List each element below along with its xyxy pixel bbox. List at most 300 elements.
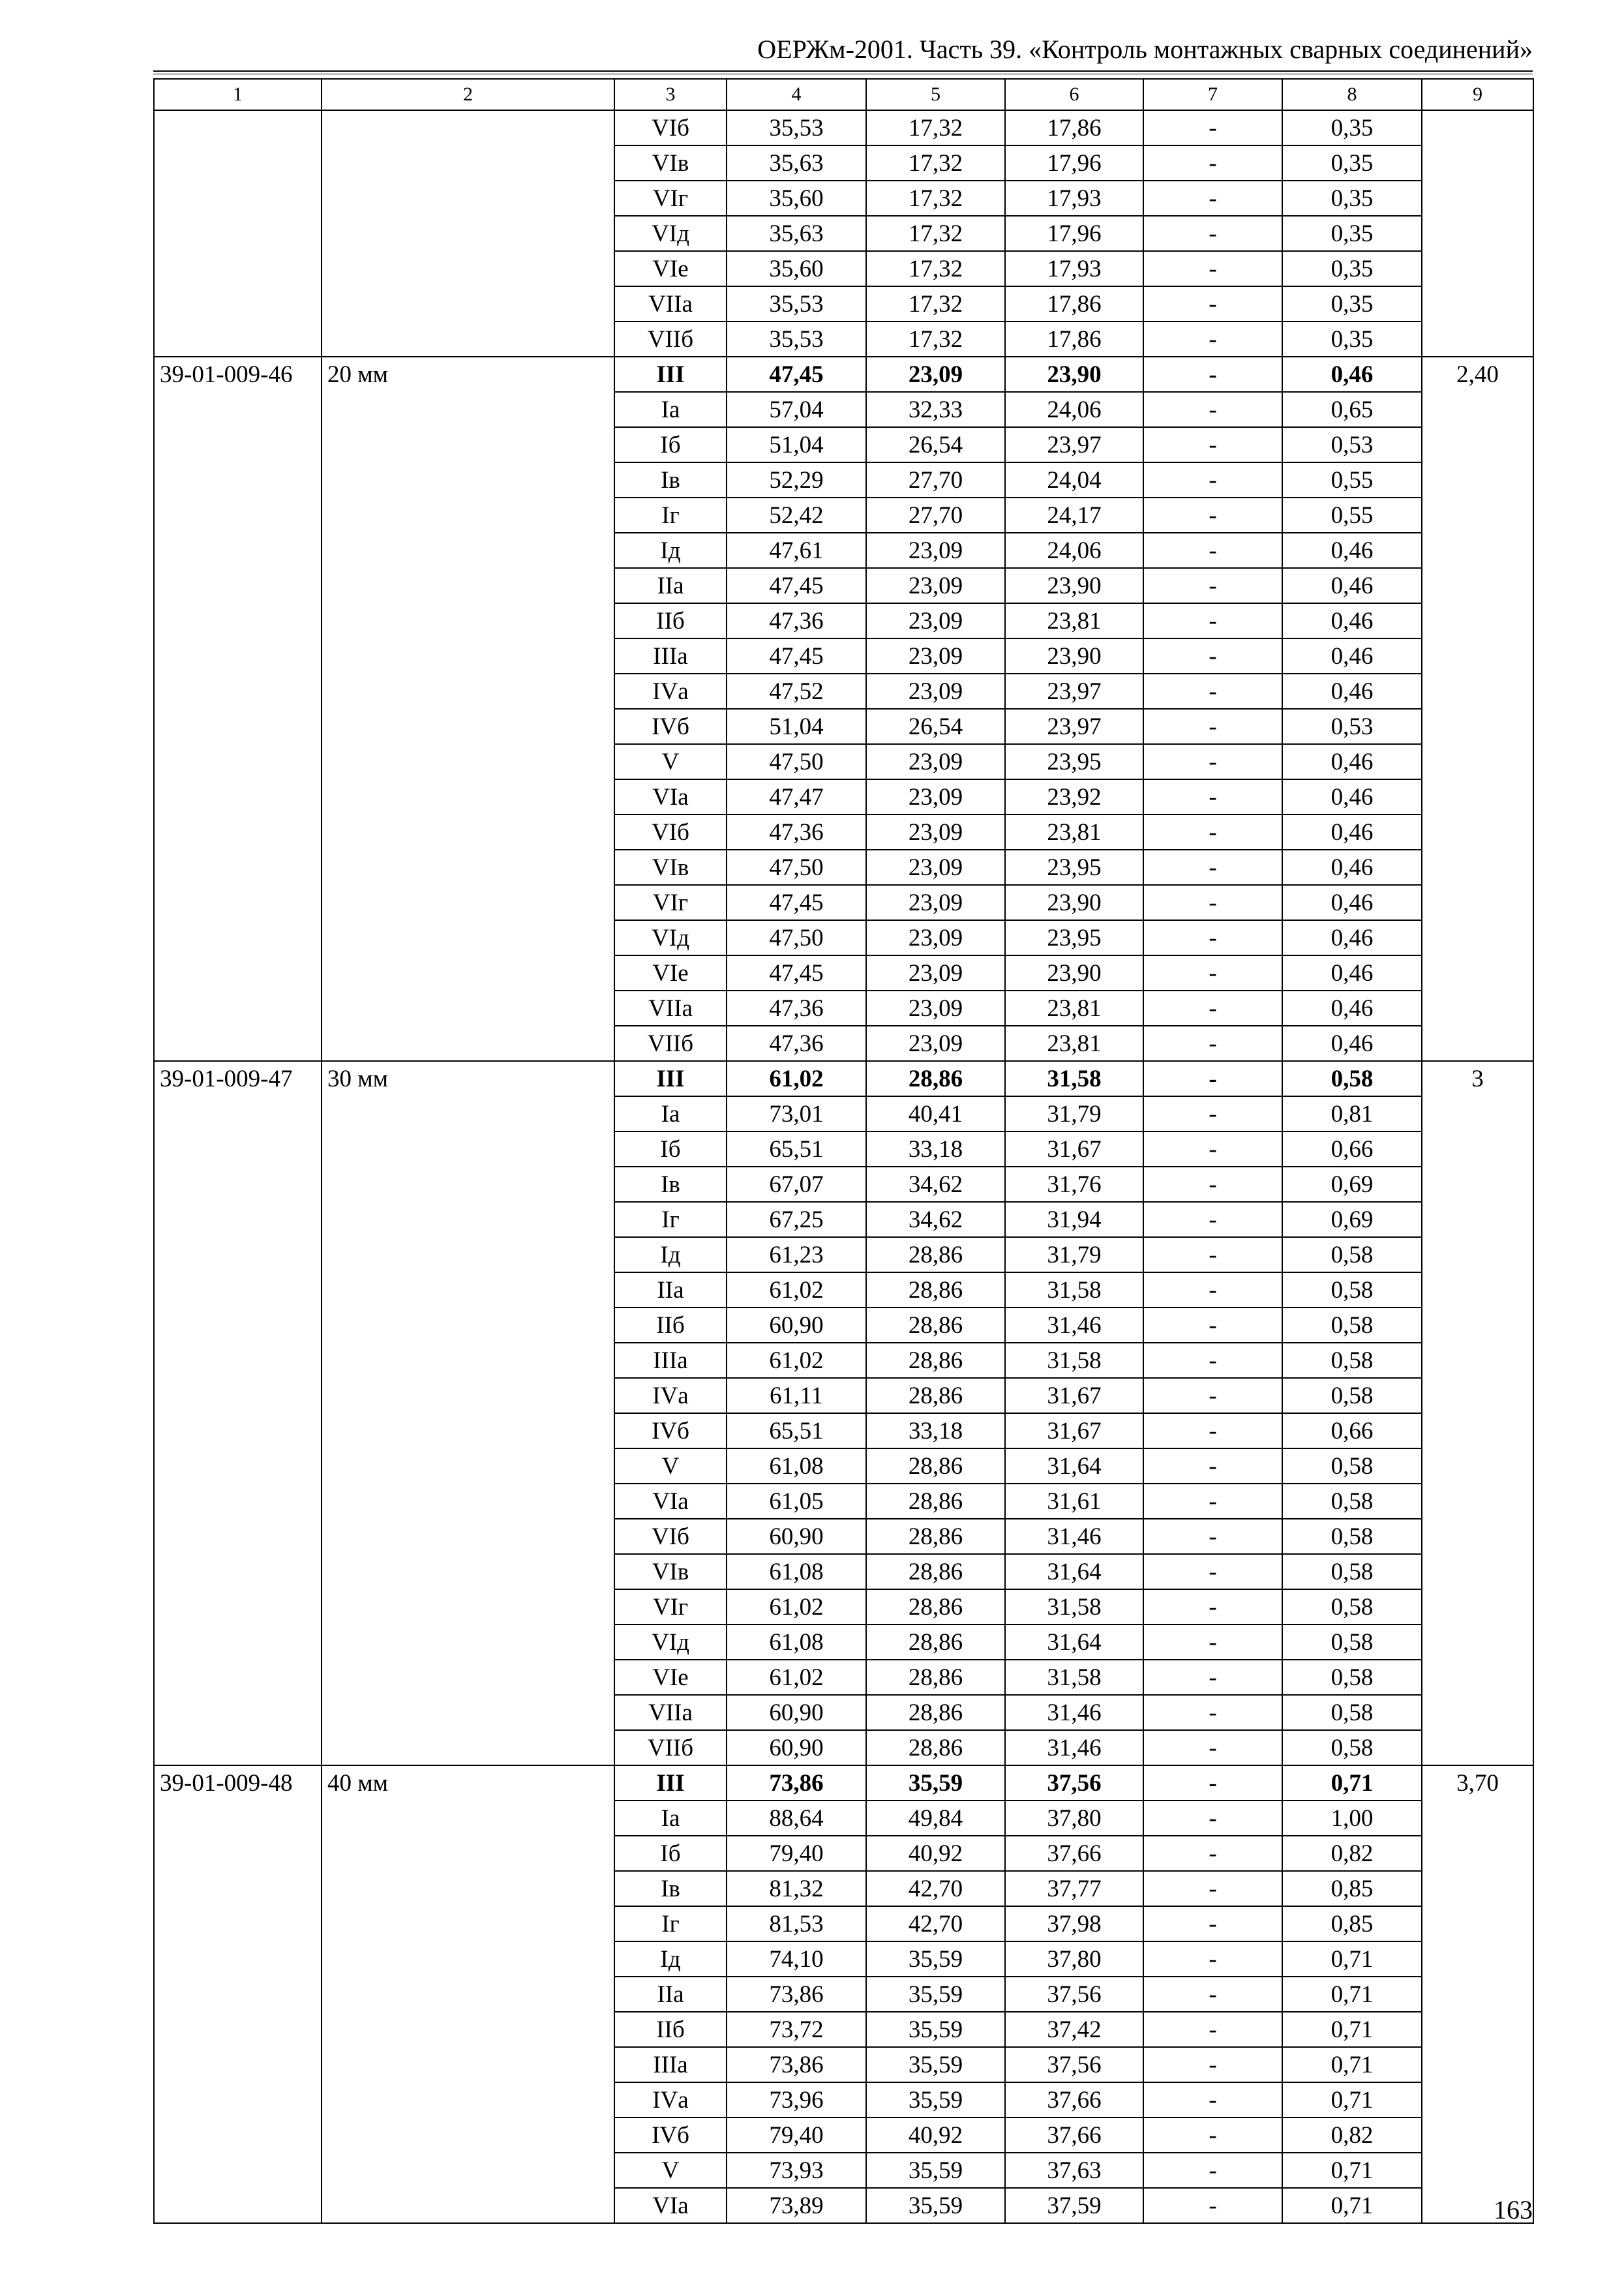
norm-cell (1422, 110, 1533, 357)
labor-cell: 0,46 (1282, 533, 1422, 568)
materials-cell: - (1143, 462, 1282, 498)
total-cost-cell: 35,63 (727, 145, 866, 181)
materials-cell: - (1143, 1237, 1282, 1272)
wages-cell: 35,59 (866, 1941, 1005, 1977)
materials-cell: - (1143, 1554, 1282, 1589)
materials-cell: - (1143, 2047, 1282, 2082)
machines-cell: 17,93 (1005, 181, 1143, 216)
category-cell: IIа (614, 568, 727, 603)
wages-cell: 28,86 (866, 1554, 1005, 1589)
materials-cell: - (1143, 1624, 1282, 1660)
machines-cell: 23,81 (1005, 1026, 1143, 1061)
wages-cell: 17,32 (866, 145, 1005, 181)
total-cost-cell: 47,36 (727, 603, 866, 638)
column-number: 9 (1422, 79, 1533, 110)
category-cell: Iв (614, 1871, 727, 1906)
machines-cell: 31,79 (1005, 1237, 1143, 1272)
materials-cell: - (1143, 568, 1282, 603)
labor-cell: 0,71 (1282, 2047, 1422, 2082)
category-cell: IVа (614, 1378, 727, 1413)
total-cost-cell: 73,86 (727, 1765, 866, 1801)
wages-cell: 35,59 (866, 2082, 1005, 2117)
machines-cell: 31,58 (1005, 1589, 1143, 1624)
category-cell: Iг (614, 498, 727, 533)
labor-cell: 0,58 (1282, 1237, 1422, 1272)
column-number: 2 (322, 79, 614, 110)
materials-cell: - (1143, 603, 1282, 638)
wages-cell: 17,32 (866, 181, 1005, 216)
wages-cell: 40,92 (866, 2117, 1005, 2153)
labor-cell: 0,58 (1282, 1660, 1422, 1695)
machines-cell: 37,59 (1005, 2188, 1143, 2223)
total-cost-cell: 51,04 (727, 709, 866, 744)
labor-cell: 0,35 (1282, 286, 1422, 322)
total-cost-cell: 57,04 (727, 392, 866, 427)
labor-cell: 0,71 (1282, 2188, 1422, 2223)
column-number: 8 (1282, 79, 1422, 110)
machines-cell: 37,56 (1005, 1977, 1143, 2012)
materials-cell: - (1143, 2082, 1282, 2117)
wages-cell: 17,32 (866, 216, 1005, 251)
materials-cell: - (1143, 1871, 1282, 1906)
materials-cell: - (1143, 850, 1282, 885)
total-cost-cell: 47,45 (727, 955, 866, 991)
category-cell: III (614, 1765, 727, 1801)
materials-cell: - (1143, 322, 1282, 357)
machines-cell: 17,96 (1005, 216, 1143, 251)
labor-cell: 0,46 (1282, 357, 1422, 392)
materials-cell: - (1143, 286, 1282, 322)
category-cell: VIIб (614, 322, 727, 357)
wages-cell: 28,86 (866, 1237, 1005, 1272)
total-cost-cell: 47,45 (727, 885, 866, 920)
table-row (154, 110, 1533, 145)
category-cell: VIIб (614, 1026, 727, 1061)
wages-cell: 28,86 (866, 1484, 1005, 1519)
total-cost-cell: 65,51 (727, 1131, 866, 1167)
wages-cell: 23,09 (866, 779, 1005, 815)
wages-cell: 33,18 (866, 1131, 1005, 1167)
labor-cell: 0,46 (1282, 815, 1422, 850)
total-cost-cell: 47,36 (727, 815, 866, 850)
wages-cell: 23,09 (866, 357, 1005, 392)
labor-cell: 0,53 (1282, 427, 1422, 462)
machines-cell: 37,66 (1005, 2082, 1143, 2117)
category-cell: V (614, 2153, 727, 2188)
labor-cell: 0,35 (1282, 181, 1422, 216)
labor-cell: 0,71 (1282, 1977, 1422, 2012)
machines-cell: 31,46 (1005, 1695, 1143, 1730)
wages-cell: 23,09 (866, 568, 1005, 603)
category-cell: Iб (614, 1131, 727, 1167)
wages-cell: 28,86 (866, 1308, 1005, 1343)
category-cell: VIIа (614, 286, 727, 322)
category-cell: IIIа (614, 638, 727, 674)
column-number: 5 (866, 79, 1005, 110)
category-cell: VIг (614, 885, 727, 920)
materials-cell: - (1143, 709, 1282, 744)
machines-cell: 23,97 (1005, 674, 1143, 709)
total-cost-cell: 52,42 (727, 498, 866, 533)
wages-cell: 28,86 (866, 1730, 1005, 1765)
category-cell: Iа (614, 392, 727, 427)
category-cell: Iд (614, 1237, 727, 1272)
wages-cell: 40,41 (866, 1096, 1005, 1131)
page-header: ОЕРЖм-2001. Часть 39. «Контроль монтажных сварных соединений» (757, 35, 1533, 64)
machines-cell: 37,80 (1005, 1801, 1143, 1836)
materials-cell: - (1143, 1026, 1282, 1061)
total-cost-cell: 47,45 (727, 638, 866, 674)
labor-cell: 0,71 (1282, 2153, 1422, 2188)
wages-cell: 34,62 (866, 1202, 1005, 1237)
total-cost-cell: 52,29 (727, 462, 866, 498)
total-cost-cell: 47,45 (727, 357, 866, 392)
category-cell: VIIа (614, 991, 727, 1026)
wages-cell: 28,86 (866, 1061, 1005, 1096)
materials-cell: - (1143, 181, 1282, 216)
labor-cell: 0,46 (1282, 955, 1422, 991)
labor-cell: 0,58 (1282, 1272, 1422, 1308)
total-cost-cell: 35,63 (727, 216, 866, 251)
category-cell: IIа (614, 1977, 727, 2012)
materials-cell: - (1143, 2012, 1282, 2047)
materials-cell: - (1143, 1801, 1282, 1836)
total-cost-cell: 73,89 (727, 2188, 866, 2223)
materials-cell: - (1143, 1131, 1282, 1167)
total-cost-cell: 61,05 (727, 1484, 866, 1519)
machines-cell: 24,06 (1005, 392, 1143, 427)
table-row (154, 1765, 1533, 1801)
total-cost-cell: 35,53 (727, 110, 866, 145)
wages-cell: 42,70 (866, 1871, 1005, 1906)
wages-cell: 26,54 (866, 427, 1005, 462)
total-cost-cell: 61,08 (727, 1448, 866, 1484)
wages-cell: 17,32 (866, 110, 1005, 145)
machines-cell: 31,67 (1005, 1378, 1143, 1413)
machines-cell: 23,81 (1005, 603, 1143, 638)
category-cell: IVб (614, 709, 727, 744)
category-cell: Iд (614, 1941, 727, 1977)
category-cell: Iд (614, 533, 727, 568)
total-cost-cell: 61,08 (727, 1624, 866, 1660)
wages-cell: 27,70 (866, 498, 1005, 533)
wages-cell: 35,59 (866, 2188, 1005, 2223)
total-cost-cell: 47,36 (727, 991, 866, 1026)
labor-cell: 0,69 (1282, 1202, 1422, 1237)
total-cost-cell: 67,07 (727, 1167, 866, 1202)
wages-cell: 40,92 (866, 1836, 1005, 1871)
column-number: 7 (1143, 79, 1282, 110)
category-cell: VIб (614, 110, 727, 145)
wages-cell: 23,09 (866, 955, 1005, 991)
labor-cell: 0,35 (1282, 251, 1422, 286)
labor-cell: 0,71 (1282, 1765, 1422, 1801)
category-cell: Iа (614, 1096, 727, 1131)
wages-cell: 35,59 (866, 1977, 1005, 2012)
labor-cell: 0,35 (1282, 322, 1422, 357)
materials-cell: - (1143, 1448, 1282, 1484)
labor-cell: 0,46 (1282, 850, 1422, 885)
machines-cell: 31,67 (1005, 1131, 1143, 1167)
materials-cell: - (1143, 2117, 1282, 2153)
total-cost-cell: 47,50 (727, 850, 866, 885)
category-cell: VIг (614, 1589, 727, 1624)
total-cost-cell: 61,08 (727, 1554, 866, 1589)
machines-cell: 23,90 (1005, 357, 1143, 392)
total-cost-cell: 73,96 (727, 2082, 866, 2117)
total-cost-cell: 61,23 (727, 1237, 866, 1272)
wages-cell: 42,70 (866, 1906, 1005, 1941)
page-number: 163 (1494, 2195, 1533, 2224)
materials-cell: - (1143, 2188, 1282, 2223)
wages-cell: 23,09 (866, 533, 1005, 568)
materials-cell: - (1143, 533, 1282, 568)
wages-cell: 23,09 (866, 991, 1005, 1026)
labor-cell: 0,71 (1282, 1941, 1422, 1977)
machines-cell: 17,86 (1005, 322, 1143, 357)
column-number: 1 (154, 79, 322, 110)
description-cell: 30 мм (322, 1061, 614, 1765)
category-cell: Iб (614, 427, 727, 462)
labor-cell: 0,46 (1282, 603, 1422, 638)
category-cell: IIб (614, 1308, 727, 1343)
total-cost-cell: 47,50 (727, 920, 866, 955)
total-cost-cell: 35,60 (727, 181, 866, 216)
machines-cell: 23,81 (1005, 991, 1143, 1026)
machines-cell: 37,98 (1005, 1906, 1143, 1941)
labor-cell: 0,58 (1282, 1730, 1422, 1765)
total-cost-cell: 61,02 (727, 1061, 866, 1096)
category-cell: VIд (614, 1624, 727, 1660)
total-cost-cell: 73,86 (727, 1977, 866, 2012)
wages-cell: 26,54 (866, 709, 1005, 744)
total-cost-cell: 47,36 (727, 1026, 866, 1061)
total-cost-cell: 51,04 (727, 427, 866, 462)
materials-cell: - (1143, 1519, 1282, 1554)
total-cost-cell: 60,90 (727, 1730, 866, 1765)
labor-cell: 0,55 (1282, 498, 1422, 533)
materials-cell: - (1143, 920, 1282, 955)
category-cell: V (614, 1448, 727, 1484)
machines-cell: 31,46 (1005, 1308, 1143, 1343)
column-number: 4 (727, 79, 866, 110)
labor-cell: 0,58 (1282, 1343, 1422, 1378)
materials-cell: - (1143, 1378, 1282, 1413)
labor-cell: 1,00 (1282, 1801, 1422, 1836)
labor-cell: 0,58 (1282, 1308, 1422, 1343)
machines-cell: 31,46 (1005, 1730, 1143, 1765)
materials-cell: - (1143, 885, 1282, 920)
machines-cell: 31,58 (1005, 1272, 1143, 1308)
wages-cell: 35,59 (866, 2047, 1005, 2082)
wages-cell: 23,09 (866, 674, 1005, 709)
labor-cell: 0,81 (1282, 1096, 1422, 1131)
total-cost-cell: 67,25 (727, 1202, 866, 1237)
labor-cell: 0,85 (1282, 1906, 1422, 1941)
category-cell: VIа (614, 1484, 727, 1519)
labor-cell: 0,71 (1282, 2082, 1422, 2117)
machines-cell: 37,63 (1005, 2153, 1143, 2188)
materials-cell: - (1143, 1413, 1282, 1448)
labor-cell: 0,71 (1282, 2012, 1422, 2047)
materials-cell: - (1143, 1836, 1282, 1871)
wages-cell: 28,86 (866, 1695, 1005, 1730)
category-cell: IVб (614, 2117, 727, 2153)
labor-cell: 0,46 (1282, 920, 1422, 955)
wages-cell: 35,59 (866, 2012, 1005, 2047)
labor-cell: 0,58 (1282, 1519, 1422, 1554)
category-cell: VIд (614, 920, 727, 955)
materials-cell: - (1143, 638, 1282, 674)
category-cell: IIа (614, 1272, 727, 1308)
labor-cell: 0,46 (1282, 674, 1422, 709)
wages-cell: 33,18 (866, 1413, 1005, 1448)
machines-cell: 24,04 (1005, 462, 1143, 498)
wages-cell: 28,86 (866, 1660, 1005, 1695)
category-cell: VIд (614, 216, 727, 251)
materials-cell: - (1143, 357, 1282, 392)
machines-cell: 31,58 (1005, 1343, 1143, 1378)
rate-code-cell: 39-01-009-48 (154, 1765, 322, 2223)
materials-cell: - (1143, 1061, 1282, 1096)
materials-cell: - (1143, 1272, 1282, 1308)
machines-cell: 31,64 (1005, 1448, 1143, 1484)
category-cell: Iг (614, 1906, 727, 1941)
materials-cell: - (1143, 1343, 1282, 1378)
total-cost-cell: 60,90 (727, 1308, 866, 1343)
labor-cell: 0,58 (1282, 1448, 1422, 1484)
materials-cell: - (1143, 1167, 1282, 1202)
materials-cell: - (1143, 779, 1282, 815)
materials-cell: - (1143, 1695, 1282, 1730)
machines-cell: 37,66 (1005, 1836, 1143, 1871)
labor-cell: 0,46 (1282, 1026, 1422, 1061)
total-cost-cell: 73,93 (727, 2153, 866, 2188)
total-cost-cell: 47,61 (727, 533, 866, 568)
category-cell: VIб (614, 815, 727, 850)
total-cost-cell: 73,72 (727, 2012, 866, 2047)
category-cell: VIа (614, 779, 727, 815)
labor-cell: 0,46 (1282, 638, 1422, 674)
materials-cell: - (1143, 1096, 1282, 1131)
wages-cell: 32,33 (866, 392, 1005, 427)
category-cell: VIг (614, 181, 727, 216)
materials-cell: - (1143, 1202, 1282, 1237)
machines-cell: 17,86 (1005, 110, 1143, 145)
machines-cell: 37,42 (1005, 2012, 1143, 2047)
total-cost-cell: 47,45 (727, 568, 866, 603)
labor-cell: 0,58 (1282, 1589, 1422, 1624)
materials-cell: - (1143, 2153, 1282, 2188)
total-cost-cell: 74,10 (727, 1941, 866, 1977)
wages-cell: 23,09 (866, 850, 1005, 885)
total-cost-cell: 79,40 (727, 1836, 866, 1871)
materials-cell: - (1143, 1977, 1282, 2012)
wages-cell: 28,86 (866, 1343, 1005, 1378)
machines-cell: 31,79 (1005, 1096, 1143, 1131)
wages-cell: 27,70 (866, 462, 1005, 498)
category-cell: VIв (614, 1554, 727, 1589)
total-cost-cell: 35,53 (727, 322, 866, 357)
category-cell: III (614, 1061, 727, 1096)
total-cost-cell: 47,47 (727, 779, 866, 815)
total-cost-cell: 65,51 (727, 1413, 866, 1448)
category-cell: IIIа (614, 1343, 727, 1378)
materials-cell: - (1143, 110, 1282, 145)
header-divider (153, 70, 1533, 74)
wages-cell: 23,09 (866, 885, 1005, 920)
labor-cell: 0,35 (1282, 216, 1422, 251)
materials-cell: - (1143, 145, 1282, 181)
category-cell: IIIа (614, 2047, 727, 2082)
category-cell: Iв (614, 462, 727, 498)
labor-cell: 0,82 (1282, 1836, 1422, 1871)
wages-cell: 28,86 (866, 1624, 1005, 1660)
category-cell: VIб (614, 1519, 727, 1554)
wages-cell: 28,86 (866, 1519, 1005, 1554)
machines-cell: 31,67 (1005, 1413, 1143, 1448)
labor-cell: 0,53 (1282, 709, 1422, 744)
total-cost-cell: 60,90 (727, 1519, 866, 1554)
machines-cell: 23,90 (1005, 568, 1143, 603)
wages-cell: 28,86 (866, 1378, 1005, 1413)
labor-cell: 0,46 (1282, 991, 1422, 1026)
materials-cell: - (1143, 674, 1282, 709)
category-cell: VIIа (614, 1695, 727, 1730)
category-cell: IVа (614, 674, 727, 709)
machines-cell: 31,64 (1005, 1554, 1143, 1589)
total-cost-cell: 60,90 (727, 1695, 866, 1730)
wages-cell: 23,09 (866, 744, 1005, 779)
materials-cell: - (1143, 1589, 1282, 1624)
machines-cell: 23,90 (1005, 955, 1143, 991)
description-cell: 40 мм (322, 1765, 614, 2223)
materials-cell: - (1143, 1308, 1282, 1343)
rate-code-cell (154, 110, 322, 357)
machines-cell: 23,95 (1005, 850, 1143, 885)
category-cell: V (614, 744, 727, 779)
materials-cell: - (1143, 1906, 1282, 1941)
labor-cell: 0,46 (1282, 568, 1422, 603)
labor-cell: 0,58 (1282, 1695, 1422, 1730)
wages-cell: 17,32 (866, 322, 1005, 357)
machines-cell: 24,06 (1005, 533, 1143, 568)
machines-cell: 23,81 (1005, 815, 1143, 850)
category-cell: VIв (614, 850, 727, 885)
category-cell: VIе (614, 1660, 727, 1695)
materials-cell: - (1143, 251, 1282, 286)
description-cell (322, 110, 614, 357)
wages-cell: 23,09 (866, 815, 1005, 850)
category-cell: Iв (614, 1167, 727, 1202)
labor-cell: 0,65 (1282, 392, 1422, 427)
norm-cell: 3 (1422, 1061, 1533, 1765)
labor-cell: 0,46 (1282, 779, 1422, 815)
rate-code-cell: 39-01-009-46 (154, 357, 322, 1061)
rate-code-cell: 39-01-009-47 (154, 1061, 322, 1765)
machines-cell: 31,76 (1005, 1167, 1143, 1202)
machines-cell: 17,93 (1005, 251, 1143, 286)
category-cell: Iб (614, 1836, 727, 1871)
wages-cell: 28,86 (866, 1272, 1005, 1308)
machines-cell: 17,96 (1005, 145, 1143, 181)
wages-cell: 17,32 (866, 286, 1005, 322)
machines-cell: 17,86 (1005, 286, 1143, 322)
total-cost-cell: 61,02 (727, 1660, 866, 1695)
category-cell: VIIб (614, 1730, 727, 1765)
total-cost-cell: 47,52 (727, 674, 866, 709)
wages-cell: 23,09 (866, 638, 1005, 674)
